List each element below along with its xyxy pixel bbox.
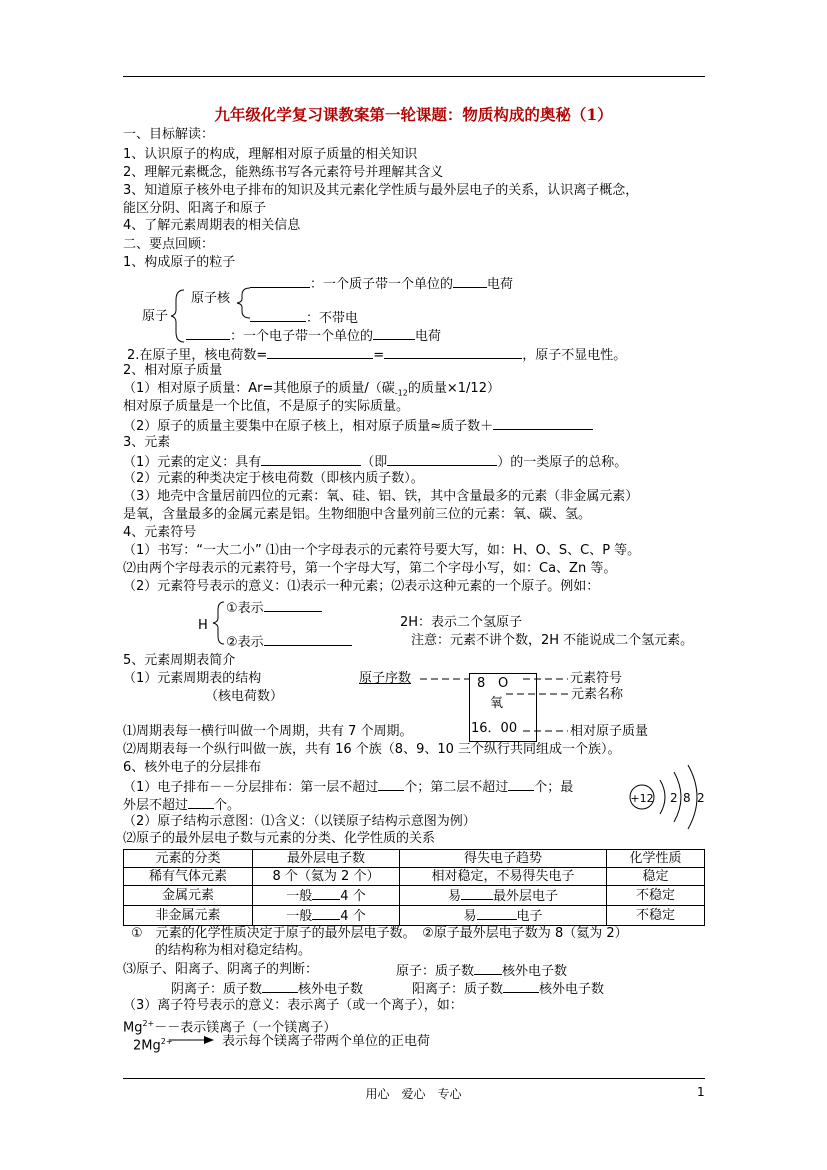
relation-line: ⑵原子的最外层电子数与元素的分类、化学性质的关系 (123, 831, 436, 846)
answer-blank[interactable] (461, 886, 493, 900)
answer-blank[interactable] (378, 777, 404, 791)
answer-blank[interactable] (264, 632, 352, 646)
ion-symbol-meaning: （3）离子符号表示的意义：表示离子（或一个离子），如： (123, 998, 463, 1013)
shell-rule-line: （1）电子排布－－分层排布：第一层不超过 个；第二层不超过 个；最 (123, 777, 573, 796)
mg-shell-2: 8 (683, 791, 691, 805)
atom-judge: 原子：质子数 核外电子数 (396, 961, 567, 980)
table-cell: 不稳定 (607, 886, 705, 906)
note-line: ① 元素的化学性质决定于原子的最外层电子数。 ②原子最外层电子数为 8（氦为 2） (131, 926, 628, 941)
cell-atomic-number: 8 (477, 676, 486, 691)
symbol-line: （2）元素符号表示的意义：⑴表示一种元素；⑵表示这种元素的一个原子。例如： (123, 579, 600, 594)
goal-item: 1、认识原子的构成，理解相对原子质量的相关知识 (123, 147, 418, 162)
table-header-cell: 化学性质 (607, 850, 705, 868)
section-1-heading: 一、目标解读： (123, 127, 215, 142)
element-properties-table (123, 849, 705, 926)
table-row (124, 886, 705, 906)
table-cell: 相对稳定，不易得失电子 (400, 868, 607, 886)
hydrogen-symbol: H (198, 618, 208, 633)
arrow-icon (170, 1034, 216, 1046)
table-cell: 非金属元素 (124, 906, 253, 926)
subsection-heading: 5、元素周期表简介 (123, 653, 236, 668)
meaning-1: ①表示 (226, 598, 322, 617)
answer-blank[interactable] (474, 961, 502, 975)
two-mg-ion: $2Mg^{2+}$ (133, 1037, 173, 1054)
table-header-cell: 元素的分类 (124, 850, 253, 868)
header-rule (123, 76, 705, 77)
answer-blank[interactable] (188, 795, 214, 809)
magnesium-atom-diagram (622, 762, 712, 832)
goal-item: 能区分阴、阳离子和原子 (123, 201, 267, 216)
electron-line: ：一个电子带一个单位的 电荷 (186, 326, 441, 345)
table-structure-sub: （核电荷数） (205, 689, 284, 704)
table-cell: 易 最外层电子 (400, 886, 607, 906)
subsection-heading: 2、相对原子质量 (123, 363, 223, 378)
group-line: ⑵周期表每一个纵行叫做一族，共有 16 个族（8、9、10 三个纵行共同组成一个族）。 (123, 742, 621, 757)
answer-blank[interactable] (186, 326, 230, 340)
subsection-heading: 6、核外电子的分层排布 (123, 760, 262, 775)
answer-blank[interactable] (493, 416, 593, 430)
table-cell: 8 个（氦为 2 个） (253, 868, 400, 886)
shell-rule-line-2: 外层不超过 个。 (123, 795, 240, 814)
answer-blank[interactable] (250, 308, 306, 322)
mass-note: 相对原子质量是一个比值，不是原子的实际质量。 (123, 399, 410, 414)
answer-blank[interactable] (453, 274, 487, 288)
answer-blank[interactable] (477, 906, 517, 920)
element-definition: （1）元素的定义：具有 （即 ）的一类原子的总称。 (123, 452, 627, 471)
table-cell: 不稳定 (607, 906, 705, 926)
neutron-line: ：不带电 (250, 308, 358, 327)
mg-nucleus-label: +12 (630, 792, 654, 805)
goal-item: 2、理解元素概念，能熟练书写各元素符号并理解其含义 (123, 165, 444, 180)
table-header-cell: 最外层电子数 (253, 850, 400, 868)
symbol-legend: 元素符号 (570, 671, 623, 686)
element-line: （3）地壳中含量居前四位的元素：氧、硅、铝、铁，其中含量最多的元素（非金属元素） (123, 489, 639, 504)
answer-blank[interactable] (312, 886, 340, 900)
nucleus-label: 原子核 (191, 291, 231, 306)
answer-blank[interactable] (503, 979, 539, 993)
two-h-line: 2H：表示二个氢原子 (400, 615, 523, 630)
goal-item: 3、知道原子核外电子排布的知识及其元素化学性质与最外层电子的关系，认识离子概念， (123, 183, 639, 198)
cell-mass: 16．00 (471, 721, 518, 736)
answer-blank[interactable] (264, 598, 322, 612)
table-row (124, 906, 705, 926)
cell-name: 氧 (490, 696, 504, 711)
proton-line: ：一个质子带一个单位的 电荷 (250, 274, 513, 293)
answer-blank[interactable] (261, 452, 361, 466)
name-legend: 元素名称 (571, 687, 624, 702)
page-number: 1 (697, 1085, 705, 1099)
footer-rule (123, 1078, 705, 1079)
table-structure-label: （1）元素周期表的结构 (123, 671, 262, 686)
goal-item: 4、了解元素周期表的相关信息 (123, 218, 301, 233)
table-cell: 一般 4 个 (253, 906, 400, 926)
subsection-heading: 4、元素符号 (123, 525, 197, 540)
table-cell: 稳定 (607, 868, 705, 886)
table-header-row (124, 850, 705, 868)
mass-definition: （1）相对原子质量：Ar=其他原子的质量/（碳$_{-12}$的质量×1/12） (123, 381, 500, 398)
footer-text: 用心 爱心 专心 (365, 1087, 462, 1101)
table-cell: 稀有气体元素 (124, 868, 253, 886)
mg-ion-line: $Mg^{2+}--$表示镁离子（一个镁离子） (123, 1019, 337, 1036)
period-line: ⑴周期表每一横行叫做一个周期，共有 7 个周期。 (123, 724, 413, 739)
anion-judge: 阴离子：质子数 核外电子数 (171, 979, 363, 998)
atomic-number-label: 原子序数 (359, 671, 412, 686)
two-mg-meaning: 表示每个镁离子带两个单位的正电荷 (222, 1034, 431, 1049)
element-line: 是氧，含量最多的金属元素是铝。生物细胞中含量列前三位的元素：氧、碳、氢。 (123, 507, 592, 522)
page-title: 九年级化学复习课教案第一轮课题：物质构成的奥秘（1） (214, 105, 613, 124)
symbol-line: （1）书写：“一大二小” ⑴由一个字母表示的元素符号要大写，如：H、O、S、C、P 等。 (123, 543, 641, 558)
mass-approx-line: （2）原子的质量主要集中在原子核上，相对原子质量≈质子数＋ (123, 416, 593, 435)
answer-blank[interactable] (250, 274, 310, 288)
cell-symbol: O (498, 676, 509, 691)
meaning-2: ②表示 (226, 632, 352, 651)
charge-equality-line: 2.在原子里，核电荷数= = ，原子不显电性。 (127, 345, 626, 364)
atom-label: 原子 (142, 309, 169, 324)
table-cell: 一般 4 个 (253, 886, 400, 906)
mass-legend: 相对原子质量 (570, 724, 649, 739)
answer-blank[interactable] (312, 906, 340, 920)
answer-blank[interactable] (262, 979, 298, 993)
mg-shell-1: 2 (670, 791, 678, 805)
symbol-line: ⑵由两个字母表示的元素符号，第一个字母大写，第二个字母小写，如：Ca、Zn 等。 (123, 561, 617, 576)
note-line: 注意：元素不讲个数，2H 不能说成二个氢元素。 (411, 633, 694, 648)
table-row (124, 868, 705, 886)
element-line: （2）元素的种类决定于核电荷数（即核内质子数）。 (123, 471, 424, 486)
section-2-heading: 二、要点回顾： (123, 237, 215, 252)
table-header-cell: 得失电子趋势 (400, 850, 607, 868)
cation-judge: 阳离子：质子数 核外电子数 (412, 979, 604, 998)
note-line: 的结构称为相对稳定结构。 (155, 943, 312, 958)
answer-blank[interactable] (387, 452, 497, 466)
subsection-heading: 3、元素 (123, 435, 171, 450)
answer-blank[interactable] (373, 326, 415, 340)
table-cell: 易 电子 (400, 906, 607, 926)
answer-blank[interactable] (267, 345, 373, 359)
table-cell: 金属元素 (124, 886, 253, 906)
ion-judge-line: ⑶原子、阳离子、阴离子的判断： (123, 962, 319, 977)
structure-diagram-line: （2）原子结构示意图：⑴含义：（以镁原子结构示意图为例） (123, 814, 476, 829)
answer-blank[interactable] (508, 777, 534, 791)
answer-blank[interactable] (384, 345, 522, 359)
mg-shell-3: 2 (697, 791, 705, 805)
subsection-heading: 1、构成原子的粒子 (123, 255, 236, 270)
